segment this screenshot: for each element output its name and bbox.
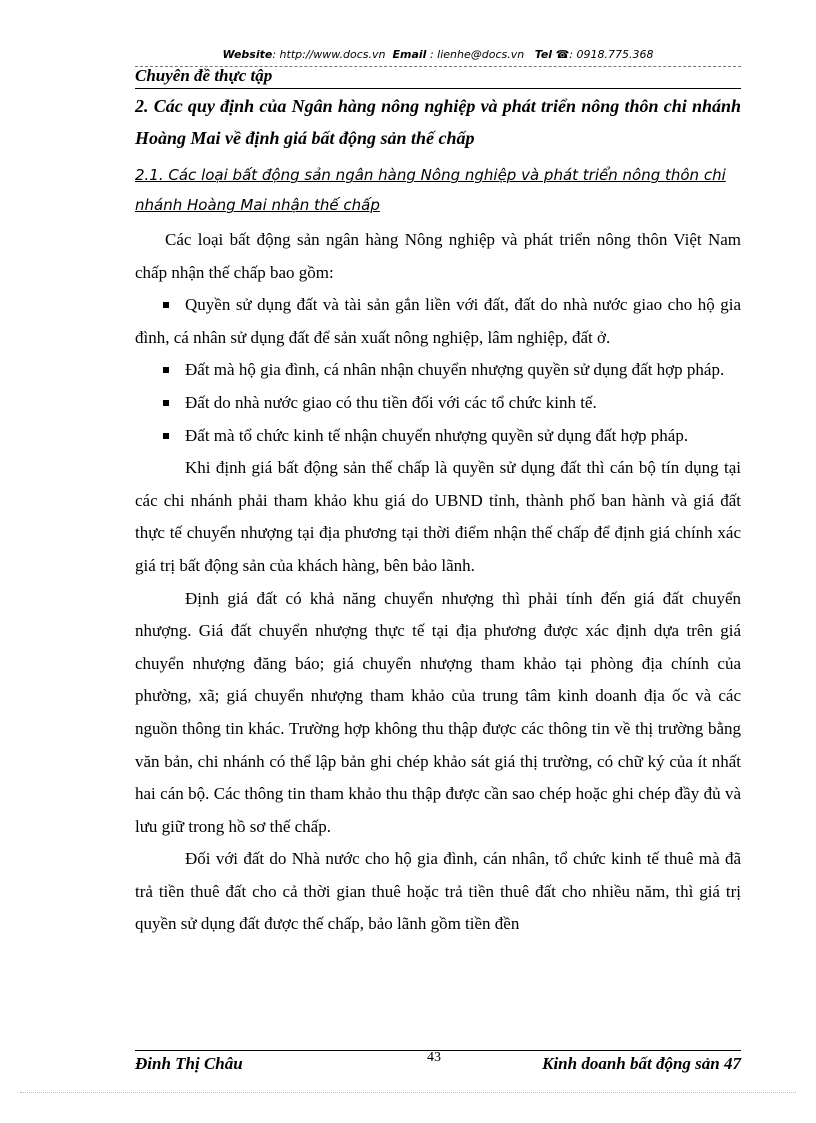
running-title: Chuyên đề thực tập bbox=[135, 66, 273, 85]
page-footer bbox=[135, 1052, 741, 1078]
phone-icon: ☎ bbox=[555, 48, 570, 61]
bullet-text: Đất mà tổ chức kinh tế nhận chuyển nhượng quyền sử dụng đất hợp pháp. bbox=[185, 425, 689, 445]
bullet-item bbox=[135, 289, 741, 354]
bullet-item bbox=[135, 387, 741, 420]
bullet-icon bbox=[163, 367, 169, 373]
bullet-text: Đất do nhà nước giao có thu tiền đối với các tổ chức kinh tế. bbox=[185, 392, 597, 412]
bullet-item bbox=[135, 354, 741, 387]
bullet-text: Đất mà hộ gia đình, cá nhân nhận chuyển nhượng quyền sử dụng đất hợp pháp. bbox=[185, 360, 725, 380]
email-value: : lienhe@docs.vn bbox=[429, 48, 525, 61]
bullet-icon bbox=[163, 302, 169, 308]
email-label: Email bbox=[392, 48, 427, 61]
bullet-text: Quyền sử dụng đất và tài sản gắn liền với đất, đất do nhà nước giao cho hộ gia đình, cá nhân sử dụng đất để sản xuất nông nghiệp, lâm nghiệp, đất ở. bbox=[135, 295, 741, 347]
section-heading: 2. Các quy định của Ngân hàng nông nghiệp và phát triển nông thôn chi nhánh Hoàng Mai về định giá bất động sản thế chấp bbox=[135, 96, 741, 148]
website-value: : http://www.docs.vn bbox=[272, 48, 386, 61]
site-header bbox=[135, 48, 741, 61]
body-paragraph: Đối với đất do Nhà nước cho hộ gia đình, cán nhân, tổ chức kinh tế thuê mà đã trả tiền thuê đất cho cả thời gian thuê hoặc trả tiền thuê đất cho nhiều năm, thì giá trị quyền sử dụng đất được thế chấp, bảo lãnh gồm tiền đền bbox=[135, 849, 741, 934]
page-number: 43 bbox=[427, 1050, 441, 1065]
page-edge-divider bbox=[20, 1092, 796, 1093]
tel-label: Tel bbox=[534, 48, 553, 61]
bullet-item bbox=[135, 420, 741, 453]
subsection-heading: 2.1. Các loại bất động sản ngân hàng Nông nghiệp và phát triển nông thôn chi nhánh Hoàng Mai nhận thế chấp bbox=[135, 166, 726, 214]
website-label: Website bbox=[222, 48, 273, 61]
bullet-icon bbox=[163, 400, 169, 406]
bullet-icon bbox=[163, 433, 169, 439]
page-content bbox=[135, 88, 741, 941]
body-paragraph: Khi định giá bất động sản thế chấp là quyền sử dụng đất thì cán bộ tín dụng tại các chi nhánh phải tham khảo khu giá do UBND tỉnh, thành phố ban hành và giá đất thực tế chuyển nhượng tại địa phương tại thời điểm nhận thế chấp để định giá chính xác giá trị bất động sản của khách hàng, bên bảo lãnh. bbox=[135, 458, 741, 575]
body-paragraph: Định giá đất có khả năng chuyển nhượng thì phải tính đến giá đất chuyển nhượng. Giá đất chuyển nhượng thực tế tại địa phương được xác định dựa trên giá chuyển nhượng đăng báo; giá chuyển nhượng tham khảo tại phòng địa chính của phường, xã; giá chuyển nhượng tham khảo của trung tâm kinh doanh địa ốc và các nguồn thông tin khác. Trường hợp không thu thập được các thông tin về thị trường bằng văn bản, chi nhánh có thể lập bản ghi chép khảo sát giá thị trường, có chữ ký của ít nhất hai cán bộ. Các thông tin tham khảo thu thập được cần sao chép hoặc ghi chép đầy đủ và lưu giữ trong hồ sơ thế chấp. bbox=[135, 588, 741, 836]
tel-value: : 0918.775.368 bbox=[569, 48, 654, 61]
footer-author: Đinh Thị Châu bbox=[135, 1054, 243, 1073]
intro-paragraph: Các loại bất động sản ngân hàng Nông nghiệp và phát triển nông thôn Việt Nam chấp nhận thế chấp bao gồm: bbox=[135, 230, 741, 282]
footer-course: Kinh doanh bất động sản 47 bbox=[542, 1054, 741, 1073]
